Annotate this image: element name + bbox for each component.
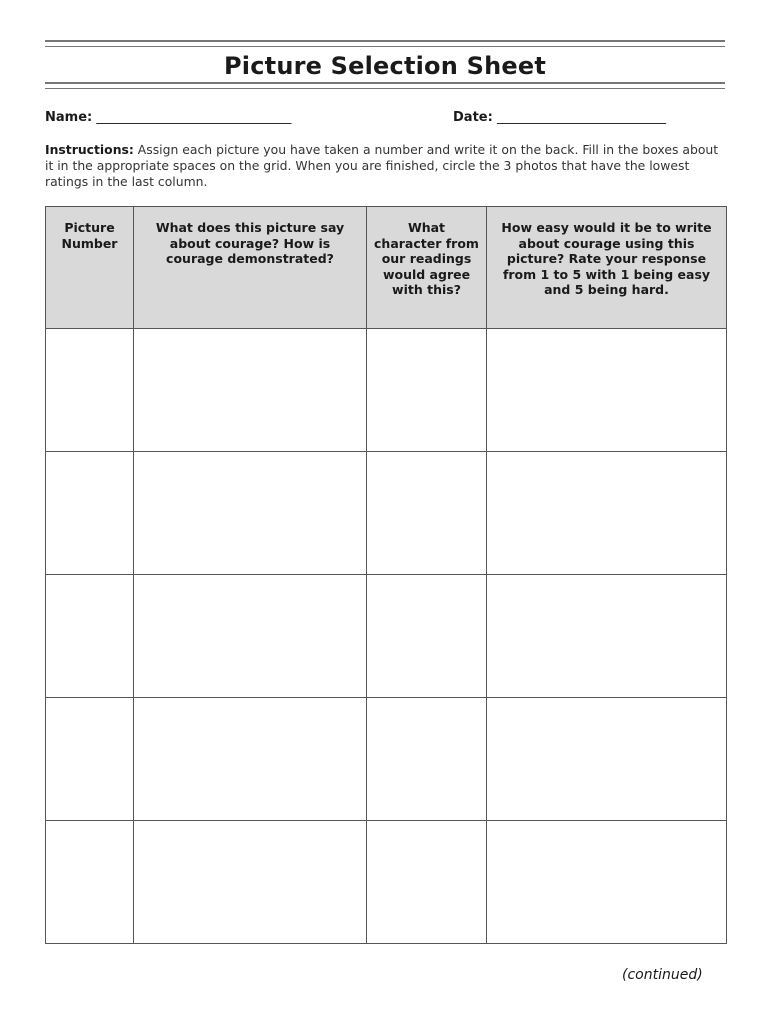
header-picture-number-text: Picture Number [61,220,118,251]
ease-rating-cell[interactable] [487,698,727,821]
picture-selection-grid [45,206,727,944]
name-date-row [45,110,725,128]
header-ease-rating-text: How easy would it be to write about courage using this picture? Rate your response from 1 to 5 with 1 being easy and 5 being hard. [501,220,712,297]
title-rule-bottom [45,82,725,89]
continued-note: (continued) [622,967,703,983]
header-courage-meaning [134,207,367,329]
table-row [46,821,727,944]
character-cell[interactable] [367,821,487,944]
instructions-label: Instructions: [45,142,134,157]
header-courage-meaning-text: What does this picture say about courage? How is courage demonstrated? [155,220,345,266]
character-cell[interactable] [367,698,487,821]
courage-meaning-cell[interactable] [134,821,367,944]
character-cell[interactable] [367,575,487,698]
date-label: Date: [453,110,493,125]
picture-number-cell[interactable] [46,698,134,821]
picture-number-cell[interactable] [46,452,134,575]
ease-rating-cell[interactable] [487,575,727,698]
instructions [45,142,725,190]
courage-meaning-cell[interactable] [134,329,367,452]
character-cell[interactable] [367,452,487,575]
header-ease-rating [487,207,727,329]
header-picture-number [46,207,134,329]
courage-meaning-cell[interactable] [134,452,367,575]
courage-meaning-cell[interactable] [134,575,367,698]
header-character-text: What character from our readings would agree with this? [374,220,479,297]
courage-meaning-cell[interactable] [134,698,367,821]
picture-number-cell[interactable] [46,329,134,452]
picture-number-cell[interactable] [46,821,134,944]
name-blank-line[interactable]: ______________________________ [96,110,292,125]
header-character [367,207,487,329]
title-rule-top [45,40,725,47]
date-blank-line[interactable]: __________________________ [496,110,666,125]
date-field[interactable] [453,110,666,125]
table-row [46,329,727,452]
ease-rating-cell[interactable] [487,329,727,452]
character-cell[interactable] [367,329,487,452]
name-field[interactable] [45,110,291,125]
picture-number-cell[interactable] [46,575,134,698]
name-label: Name: [45,110,93,125]
ease-rating-cell[interactable] [487,452,727,575]
table-row [46,575,727,698]
instructions-text: Assign each picture you have taken a number and write it on the back. Fill in the boxes about it in the appropriate spaces on the grid. When you are finished, circle the 3 photos that have the lowest ratings in the last column. [45,142,719,189]
table-header-row [46,207,727,329]
table-row [46,452,727,575]
page-title: Picture Selection Sheet [224,52,546,80]
table-row [46,698,727,821]
ease-rating-cell[interactable] [487,821,727,944]
